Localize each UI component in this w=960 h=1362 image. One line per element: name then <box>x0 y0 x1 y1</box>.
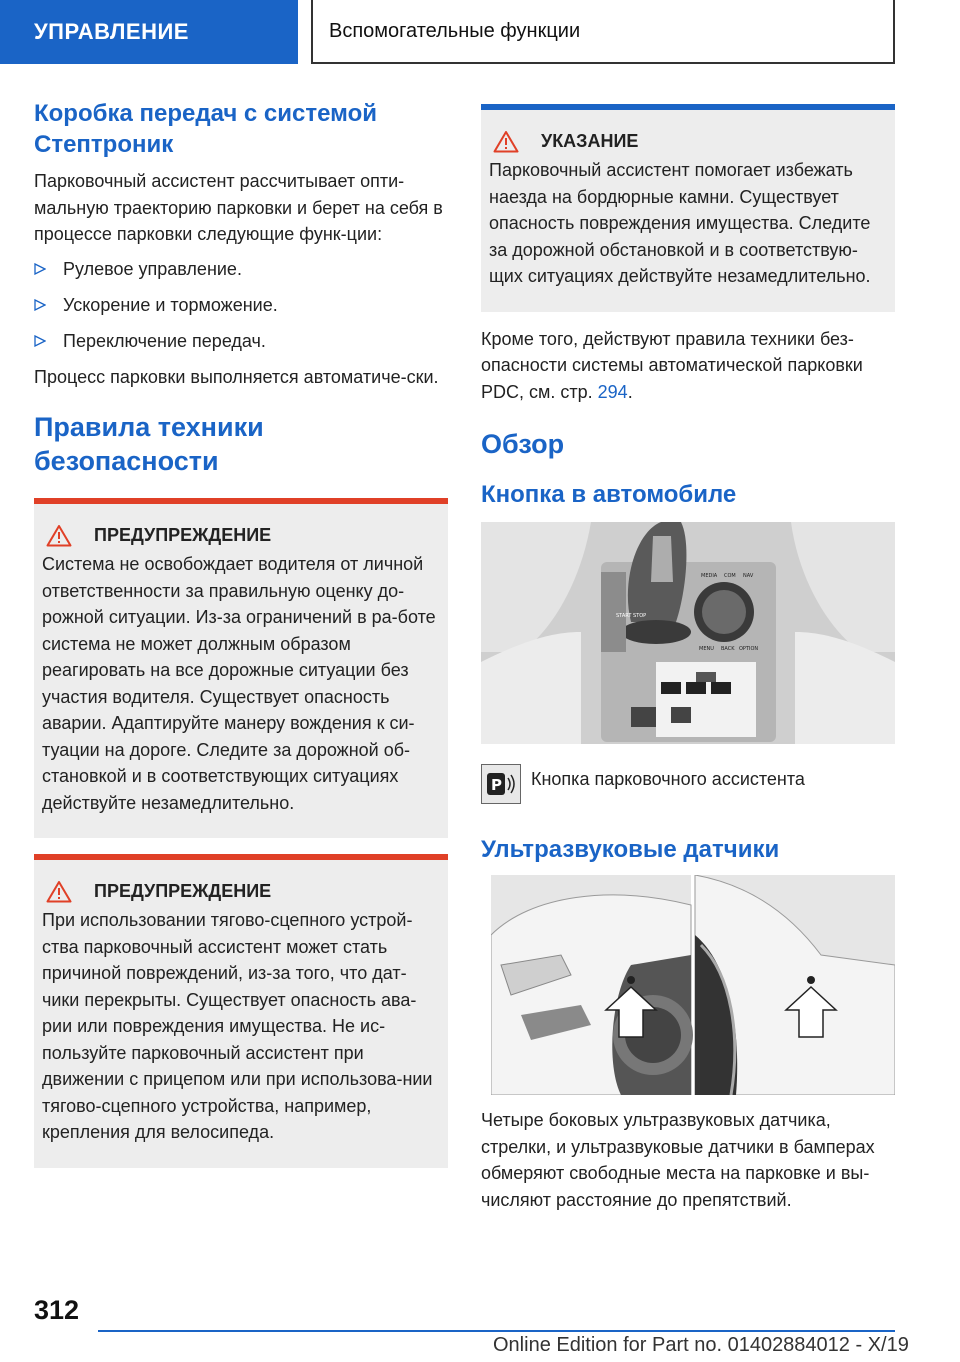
center-console-illustration <box>481 522 895 744</box>
heading-overview: Обзор <box>481 429 565 459</box>
list-item-text: Переключение передач. <box>63 330 266 351</box>
console-start-label: START STOP <box>616 613 647 619</box>
warning-text: Система не освобождает водителя от личной ответственности за правильную оценку до-рожной ситуации. Из-за ограничений в ра-боте система не может должным образом реагировать на все дорожные ситуации без участия водителя. Существует опасность аварии. Адаптируйте манеру вождения к си-туации на дороге. Следите за дорожной об-становкой и в соответствующих ситуациях действуйте незамедлительно. <box>42 554 436 813</box>
notice-box <box>481 104 895 312</box>
button-caption: Кнопка парковочного ассистента <box>531 769 805 789</box>
notice-triangle-icon <box>493 130 519 153</box>
sensors-description: Четыре боковых ультразвуковых датчика, стрелки, и ультразвуковые датчики в бамперах обмеряют свободные места на парковке и вы-числяют расстояние до препятствий. <box>481 1110 875 1210</box>
list-item <box>34 256 448 282</box>
console-image <box>481 522 895 744</box>
console-media-label: MEDIA <box>701 573 718 579</box>
button-caption-row <box>481 764 895 804</box>
parking-assistant-button-icon <box>481 764 521 804</box>
list-item-text: Ускорение и торможение. <box>63 294 278 315</box>
functions-list <box>34 256 448 354</box>
list-item <box>34 292 448 318</box>
notice-text: Парковочный ассистент помогает избежать наезда на бордюрные камни. Существует опасность повреждения имущества. Следите за дорожной обстановкой и в соответствую-щих ситуациях действуйте незамедлительно. <box>489 160 871 286</box>
heading-ultrasonic-sensors: Ультразвуковые датчики <box>481 836 780 863</box>
edition-note: Online Edition for Part no. 01402884012 - X/19 <box>493 1334 909 1356</box>
section-tab: УПРАВЛЕНИЕ <box>0 0 298 64</box>
console-option-label: OPTION <box>739 646 759 652</box>
heading-button-in-car: Кнопка в автомобиле <box>481 481 737 508</box>
list-item-text: Рулевое управление. <box>63 258 242 279</box>
triangle-bullet-icon <box>34 335 48 347</box>
process-paragraph: Процесс парковки выполняется автоматиче-ски. <box>34 366 439 387</box>
console-back-label: BACK <box>721 646 735 652</box>
warning-triangle-icon <box>46 524 72 547</box>
intro-paragraph: Парковочный ассистент рассчитывает опти-мальную траекторию парковки и берет на себя в процессе парковки следующие функ-ции: <box>34 171 443 244</box>
warning-box-2 <box>34 854 448 1168</box>
page-reference-link[interactable]: 294 <box>597 381 628 402</box>
triangle-bullet-icon <box>34 263 48 275</box>
page-number: 312 <box>34 1295 80 1325</box>
warning-title: ПРЕДУПРЕЖДЕНИЕ <box>34 524 448 547</box>
button-icon-label: P <box>491 776 502 794</box>
warning-box-1 <box>34 498 448 838</box>
subsection-title: Вспомогательные функции <box>311 0 895 64</box>
notice-title: УКАЗАНИЕ <box>481 130 895 153</box>
right-column <box>481 104 895 1213</box>
footer-divider <box>98 1330 895 1332</box>
list-item <box>34 328 448 354</box>
console-com-label: COM <box>724 573 736 579</box>
ultrasonic-sensors-illustration <box>491 875 895 1095</box>
heading-steptronic: Коробка передач с системой Стептроник <box>34 100 378 158</box>
left-column <box>34 98 448 1168</box>
sensors-image <box>491 875 895 1095</box>
console-nav-label: NAV <box>743 573 754 579</box>
triangle-bullet-icon <box>34 299 48 311</box>
console-menu-label: MENU <box>699 646 714 652</box>
warning-title: ПРЕДУПРЕЖДЕНИЕ <box>34 880 448 903</box>
pdc-paragraph: Кроме того, действуют правила техники без-опасности системы автоматической парковки PDC, см. стр. 294. <box>481 328 863 402</box>
warning-text: При использовании тягово-сцепного устрой-ства парковочный ассистент может стать причиной повреждений, из-за того, что дат-чики перекрыты. Существует опасность ава-рии или повреждения имущества. Не ис-пользуйте парковочный ассистент при движении с прицепом или при использова-нии тягово-сцепного устройства, например, крепления для велосипеда. <box>42 910 433 1142</box>
heading-safety: Правила техники безопасности <box>34 412 264 476</box>
warning-triangle-icon <box>46 880 72 903</box>
